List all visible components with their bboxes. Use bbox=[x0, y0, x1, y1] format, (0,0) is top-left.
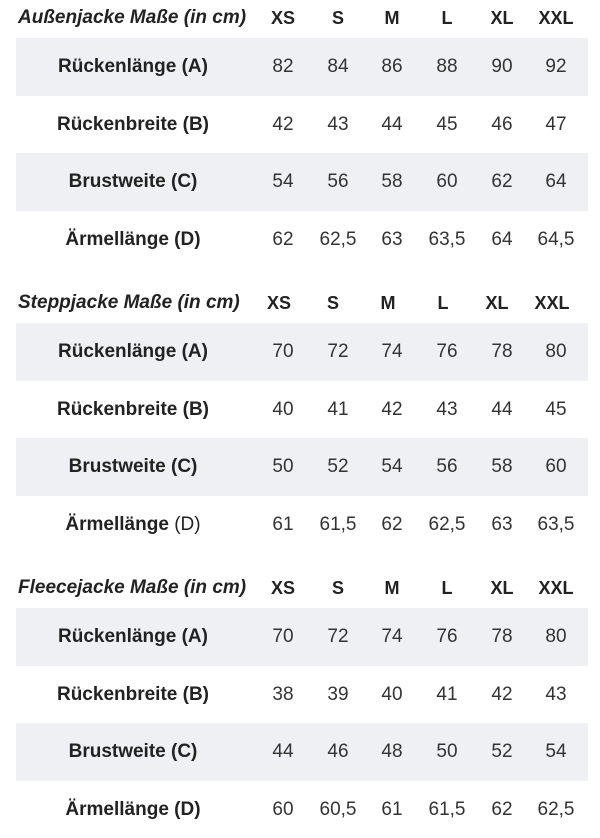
row-label: Ärmellänge (D) bbox=[0, 211, 266, 269]
table-row bbox=[16, 608, 588, 666]
cell-value: 76 bbox=[417, 608, 477, 666]
cell-value: 44 bbox=[253, 723, 313, 781]
cell-value: 42 bbox=[472, 666, 532, 724]
cell-value: 43 bbox=[417, 381, 477, 439]
cell-value: 50 bbox=[417, 723, 477, 781]
size-header-xxl: XXL bbox=[531, 8, 581, 29]
cell-value: 62,5 bbox=[526, 781, 586, 838]
cell-value: 60,5 bbox=[308, 781, 368, 838]
size-header-l: L bbox=[422, 8, 472, 29]
table-row bbox=[0, 496, 600, 554]
cell-value: 62 bbox=[362, 496, 422, 554]
cell-value: 63 bbox=[362, 211, 422, 269]
table-row bbox=[16, 153, 588, 211]
cell-value: 61,5 bbox=[308, 496, 368, 554]
table-row bbox=[0, 96, 600, 154]
row-label: Brustweite (C) bbox=[0, 723, 266, 781]
row-label: Rückenbreite (B) bbox=[0, 96, 266, 154]
size-header-m: M bbox=[363, 293, 413, 314]
table-header bbox=[0, 285, 600, 323]
cell-value: 62,5 bbox=[308, 211, 368, 269]
cell-value: 60 bbox=[417, 153, 477, 211]
row-label-text: Ärmellänge bbox=[65, 514, 168, 535]
cell-value: 92 bbox=[526, 38, 586, 96]
cell-value: 47 bbox=[526, 96, 586, 154]
table-row bbox=[16, 323, 588, 381]
size-header-s: S bbox=[308, 293, 358, 314]
cell-value: 74 bbox=[362, 323, 422, 381]
cell-value: 60 bbox=[253, 781, 313, 838]
cell-value: 80 bbox=[526, 608, 586, 666]
size-header-xs: XS bbox=[258, 8, 308, 29]
row-label-suffix: (D) bbox=[174, 514, 200, 535]
cell-value: 74 bbox=[362, 608, 422, 666]
row-label: Rückenlänge (A) bbox=[0, 608, 266, 666]
cell-value: 38 bbox=[253, 666, 313, 724]
cell-value: 44 bbox=[362, 96, 422, 154]
table-header bbox=[0, 0, 600, 38]
size-header-xl: XL bbox=[477, 578, 527, 599]
cell-value: 46 bbox=[308, 723, 368, 781]
cell-value: 52 bbox=[472, 723, 532, 781]
cell-value: 72 bbox=[308, 608, 368, 666]
cell-value: 56 bbox=[417, 438, 477, 496]
cell-value: 60 bbox=[526, 438, 586, 496]
size-header-xs: XS bbox=[258, 578, 308, 599]
cell-value: 58 bbox=[362, 153, 422, 211]
size-header-xs: XS bbox=[254, 293, 304, 314]
cell-value: 54 bbox=[253, 153, 313, 211]
cell-value: 62 bbox=[472, 781, 532, 838]
table-row bbox=[16, 723, 588, 781]
table-row bbox=[16, 38, 588, 96]
cell-value: 84 bbox=[308, 38, 368, 96]
size-header-xl: XL bbox=[477, 8, 527, 29]
row-label bbox=[0, 496, 266, 554]
row-label: Brustweite (C) bbox=[0, 438, 266, 496]
table-title: Steppjacke Maße (in cm) bbox=[18, 292, 240, 314]
cell-value: 43 bbox=[526, 666, 586, 724]
cell-value: 62,5 bbox=[417, 496, 477, 554]
cell-value: 70 bbox=[253, 608, 313, 666]
table-title: Außenjacke Maße (in cm) bbox=[18, 7, 246, 29]
table-header bbox=[0, 570, 600, 608]
size-header-l: L bbox=[418, 293, 468, 314]
cell-value: 45 bbox=[417, 96, 477, 154]
cell-value: 88 bbox=[417, 38, 477, 96]
cell-value: 62 bbox=[472, 153, 532, 211]
table-row bbox=[0, 781, 600, 838]
size-header-s: S bbox=[313, 8, 363, 29]
cell-value: 56 bbox=[308, 153, 368, 211]
cell-value: 78 bbox=[472, 608, 532, 666]
size-header-m: M bbox=[367, 8, 417, 29]
cell-value: 86 bbox=[362, 38, 422, 96]
cell-value: 64,5 bbox=[526, 211, 586, 269]
cell-value: 45 bbox=[526, 381, 586, 439]
cell-value: 61 bbox=[362, 781, 422, 838]
cell-value: 62 bbox=[253, 211, 313, 269]
size-header-s: S bbox=[313, 578, 363, 599]
cell-value: 52 bbox=[308, 438, 368, 496]
size-table-steppjacke bbox=[0, 285, 600, 553]
size-header-m: M bbox=[367, 578, 417, 599]
cell-value: 63 bbox=[472, 496, 532, 554]
cell-value: 70 bbox=[253, 323, 313, 381]
cell-value: 78 bbox=[472, 323, 532, 381]
cell-value: 64 bbox=[526, 153, 586, 211]
table-title: Fleecejacke Maße (in cm) bbox=[18, 577, 246, 599]
row-label: Ärmellänge (D) bbox=[0, 781, 266, 838]
cell-value: 48 bbox=[362, 723, 422, 781]
cell-value: 40 bbox=[253, 381, 313, 439]
cell-value: 82 bbox=[253, 38, 313, 96]
cell-value: 61,5 bbox=[417, 781, 477, 838]
cell-value: 41 bbox=[417, 666, 477, 724]
cell-value: 54 bbox=[362, 438, 422, 496]
table-row bbox=[0, 211, 600, 269]
size-table-fleecejacke bbox=[0, 570, 600, 838]
cell-value: 43 bbox=[308, 96, 368, 154]
cell-value: 39 bbox=[308, 666, 368, 724]
cell-value: 90 bbox=[472, 38, 532, 96]
cell-value: 63,5 bbox=[526, 496, 586, 554]
cell-value: 44 bbox=[472, 381, 532, 439]
table-row bbox=[0, 381, 600, 439]
cell-value: 80 bbox=[526, 323, 586, 381]
cell-value: 72 bbox=[308, 323, 368, 381]
cell-value: 50 bbox=[253, 438, 313, 496]
cell-value: 40 bbox=[362, 666, 422, 724]
size-header-l: L bbox=[422, 578, 472, 599]
cell-value: 63,5 bbox=[417, 211, 477, 269]
cell-value: 76 bbox=[417, 323, 477, 381]
cell-value: 54 bbox=[526, 723, 586, 781]
size-header-xxl: XXL bbox=[531, 578, 581, 599]
cell-value: 42 bbox=[362, 381, 422, 439]
cell-value: 58 bbox=[472, 438, 532, 496]
table-row bbox=[0, 666, 600, 724]
size-header-xxl: XXL bbox=[527, 293, 577, 314]
size-table-aussenjacke bbox=[0, 0, 600, 268]
row-label: Brustweite (C) bbox=[0, 153, 266, 211]
row-label: Rückenlänge (A) bbox=[0, 323, 266, 381]
table-row bbox=[16, 438, 588, 496]
cell-value: 61 bbox=[253, 496, 313, 554]
row-label: Rückenbreite (B) bbox=[0, 381, 266, 439]
cell-value: 42 bbox=[253, 96, 313, 154]
size-header-xl: XL bbox=[472, 293, 522, 314]
cell-value: 64 bbox=[472, 211, 532, 269]
cell-value: 46 bbox=[472, 96, 532, 154]
row-label: Rückenlänge (A) bbox=[0, 38, 266, 96]
cell-value: 41 bbox=[308, 381, 368, 439]
row-label: Rückenbreite (B) bbox=[0, 666, 266, 724]
